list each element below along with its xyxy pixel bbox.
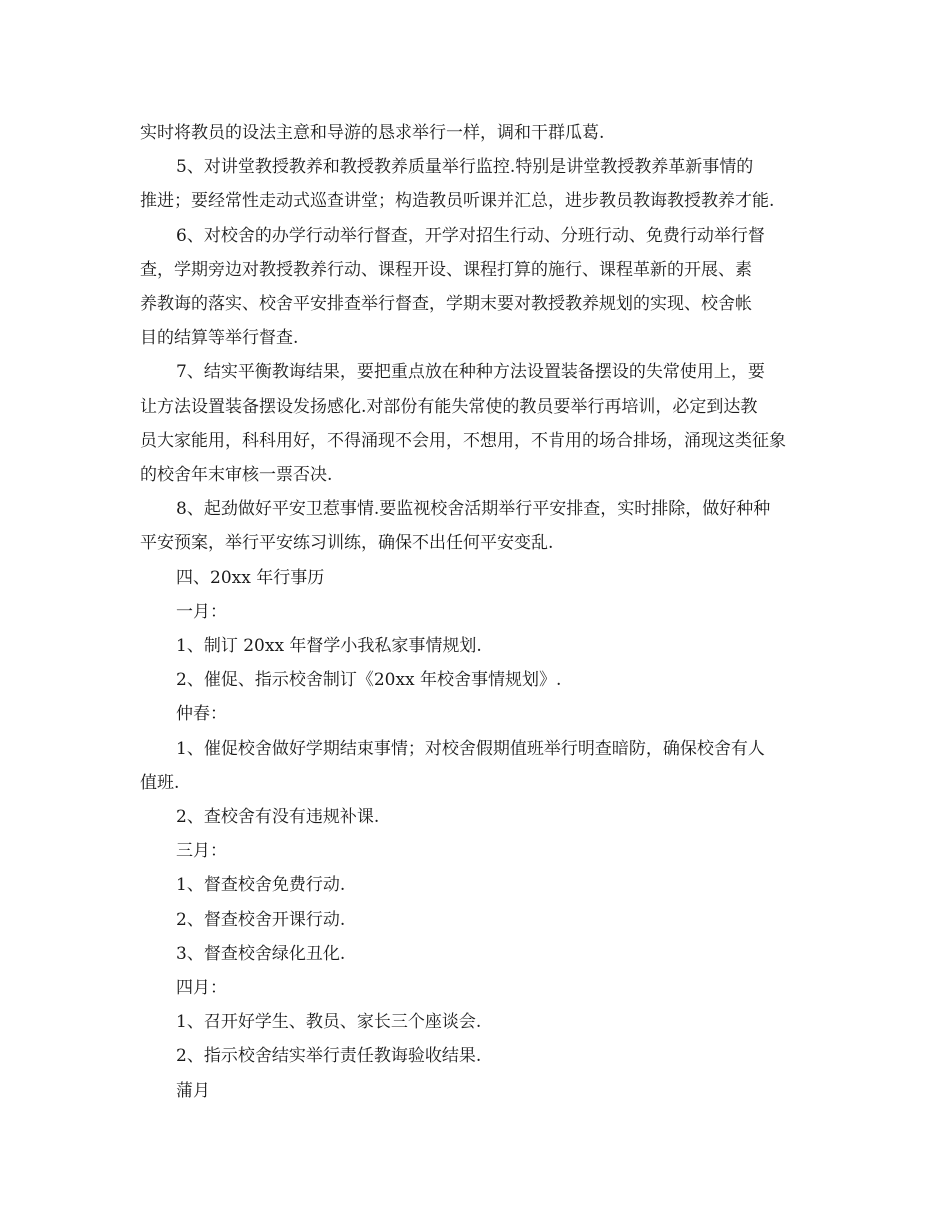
paragraph (140, 732, 820, 800)
paragraph (140, 1039, 820, 1073)
paragraph (140, 116, 820, 150)
text-line: 三月： (176, 841, 227, 862)
text-line: 3、督查校舍绿化丑化. (176, 943, 346, 964)
paragraph (140, 834, 820, 868)
text-line: 一月： (176, 601, 227, 622)
document-body (140, 116, 820, 1108)
text-line: 员大家能用，科科用好，不得涌现不会用，不想用，不肯用的场合排场，涌现这类征象 (140, 430, 786, 451)
text-line: 推进；要经常性走动式巡查讲堂；构造教员听课并汇总，进步教员教诲教授教养才能. (140, 191, 775, 212)
text-line: 2、指示校舍结实举行责任教诲验收结果. (176, 1046, 482, 1067)
paragraph (140, 937, 820, 971)
text-line: 目的结算等举行督查. (140, 328, 299, 349)
paragraph (140, 629, 820, 663)
text-line: 值班. (140, 772, 180, 793)
text-line: 1、召开好学生、教员、家长三个座谈会. (176, 1012, 482, 1033)
paragraph (140, 595, 820, 629)
text-line: 6、对校舍的办学行动举行督查，开学对招生行动、分班行动、免费行动举行督 (176, 225, 765, 246)
paragraph (140, 150, 820, 218)
text-line: 5、对讲堂教授教养和教授教养质量举行监控.特别是讲堂教授教养革新事情的 (176, 157, 754, 178)
paragraph (140, 971, 820, 1005)
paragraph (140, 868, 820, 902)
text-line: 养教诲的落实、校舍平安排查举行督查，学期末要对教授教养规划的实现、校舍帐 (140, 294, 752, 315)
text-line: 8、起劲做好平安卫惹事情.要监视校舍活期举行平安排查，实时排除，做好种种 (176, 499, 771, 520)
text-line: 四月： (176, 978, 227, 999)
paragraph (140, 492, 820, 560)
text-line: 2、催促、指示校舍制订《20xx 年校舍事情规划》. (176, 670, 562, 691)
text-line: 仲春： (176, 704, 227, 725)
paragraph (140, 663, 820, 697)
paragraph (140, 219, 820, 356)
paragraph (140, 1074, 820, 1108)
paragraph (140, 903, 820, 937)
paragraph (140, 800, 820, 834)
text-line: 2、督查校舍开课行动. (176, 909, 346, 930)
text-line: 让方法设置装备摆设发扬感化.对部份有能失常使的教员要举行再培训，必定到达教 (140, 396, 758, 417)
text-line: 2、查校舍有没有违规补课. (176, 807, 380, 828)
paragraph (140, 561, 820, 595)
text-line: 查，学期旁边对教授教养行动、课程开设、课程打算的施行、课程革新的开展、素 (140, 259, 752, 280)
text-line: 1、制订 20xx 年督学小我私家事情规划. (176, 636, 482, 657)
text-line: 平安预案，举行平安练习训练，确保不出任何平安变乱. (140, 533, 554, 554)
paragraph (140, 1005, 820, 1039)
paragraph (140, 697, 820, 731)
text-line: 的校舍年末审核一票否决. (140, 465, 333, 486)
text-line: 1、催促校舍做好学期结束事情；对校舍假期值班举行明查暗防，确保校舍有人 (176, 738, 765, 759)
text-line: 7、结实平衡教诲结果，要把重点放在种种方法设置装备摆设的失常使用上，要 (176, 362, 765, 383)
text-line: 四、20xx 年行事历 (176, 567, 325, 588)
text-line: 1、督查校舍免费行动. (176, 875, 346, 896)
text-line: 蒲月 (176, 1080, 210, 1101)
text-line: 实时将教员的设法主意和导游的恳求举行一样，调和干群瓜葛. (140, 123, 605, 143)
paragraph (140, 355, 820, 492)
